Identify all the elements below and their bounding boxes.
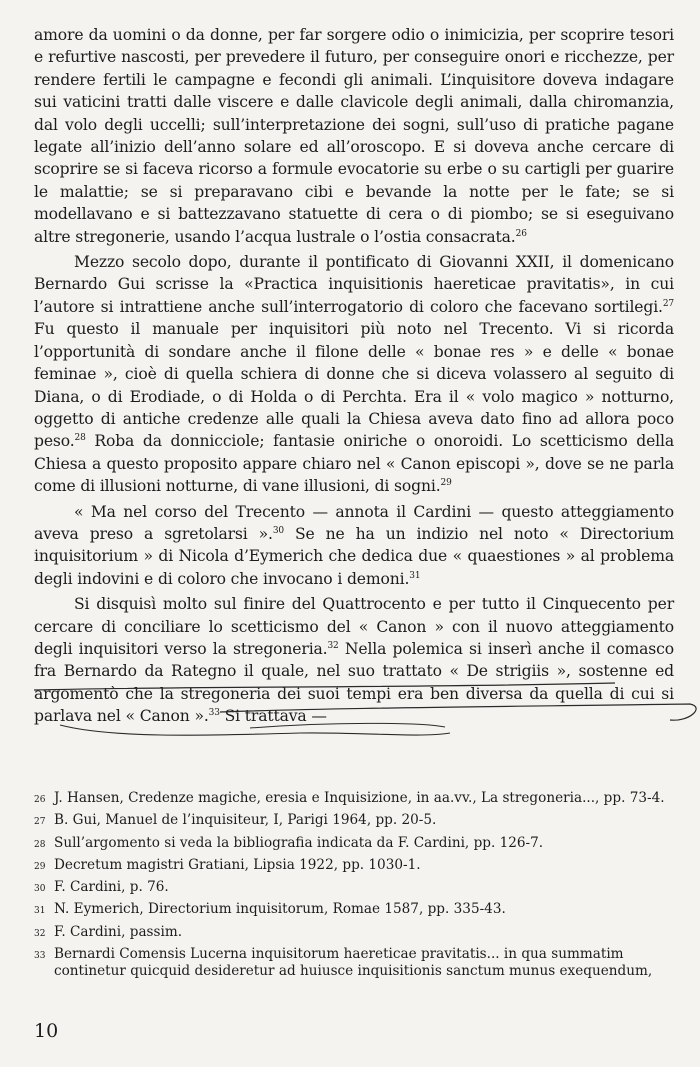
footnote-30: 30 F. Cardini, p. 76.	[34, 879, 169, 896]
footnote-28: 28 Sull’argomento si veda la bibliografia indicata da F. Cardini, pp. 126-7.	[34, 834, 544, 851]
footnote-27: 27 B. Gui, Manuel de l’inquisiteur, I, Parigi 1964, pp. 20-5.	[34, 812, 437, 829]
footnote-ref: 29	[440, 477, 452, 488]
paragraph-2: Mezzo secolo dopo, durante il pontificato di Giovanni XXII, il domenicano Bernardo Gui scrisse la «Practica inquisitionis haereticae pravitatis», in cui l’autore si intrattiene anche sull’interrogatorio di coloro che facevano sortilegi.$^{27}$ Fu questo il manuale per inquisitori più noto nel Trecento. Vi si ricorda l’opportunità di sondare anche il filone delle « bonae res » e delle « bonae feminae », cioè di quella schiera di donne che si diceva volassero al seguito di Diana, o di Erodiade, o di Holda o di Perchta. Era il « volo magico » notturno, oggetto di antiche credenze alle quali la Chiesa aveva dato fino ad allora poco peso.$^{28}$ Roba da donnicciole; fantasie oniriche o onoroidi. Lo scetticismo della Chiesa a questo proposito appare chiaro nel « Canon episcopi », dove se ne parla come di illusioni notturne, di vane illusioni, di sogni.$^{29}$	[34, 253, 674, 496]
footnote-33: 33 Bernardi Comensis Lucerna inquisitorum haereticae pravitatis... in qua summatim continetur quicquid desideretur ad huiusce inquisitionis sanctum munus exequendum,	[34, 946, 653, 980]
footnote-ref: 28	[74, 433, 86, 444]
footnote-ref: 31	[409, 570, 421, 581]
paragraph-1: amore da uomini o da donne, per far sorgere odio o inimicizia, per scoprire tesori e refurtive nascosti, per prevedere il futuro, per conseguire onori e ricchezze, per rendere fertili le campagne e fecondi gli animali. L’inquisitore doveva indagare sui vaticini tratti dalle viscere e dalle clavicole degli animali, dalla chiromanzia, dal volo degli uccelli; sull’interpretazione dei sogni, sull’uso di pratiche pagane legate all’inizio dell’anno solare ed all’oroscopo. E si doveva anche cercare di scoprire se si faceva ricorso a formule evocatorie su erbe o su cartigli per guarire le malattie; se si preparavano cibi e bevande la notte per le fate; se si modellavano e si battezzavano statuette di cera o di piombo; se si eseguivano altre stregonerie, usando l’acqua lustrale o l’ostia consacrata.$^{26}$	[34, 26, 674, 246]
footnotes	[34, 790, 674, 984]
footnote-ref: 33	[208, 708, 220, 718]
body-text	[34, 24, 674, 728]
page-number: 10	[34, 1020, 59, 1042]
footnote-ref: 26	[515, 228, 527, 239]
footnote-29: 29 Decretum magistri Gratiani, Lipsia 1922, pp. 1030-1.	[34, 856, 421, 873]
paragraph-4: Si disquisì molto sul finire del Quattrocento e per tutto il Cinquecento per cercare di conciliare lo scetticismo del « Canon » con il nuovo atteggiamento degli inquisitori verso la stregoneria.$^{32}$ Nella polemica si inserì anche il comasco fra Bernardo da Rategno il quale, nel suo trattato « De strigiis », sostenne ed argomentò che la stregoneria dei suoi tempi era ben diversa da quella di cui si parlava nel « Canon ».$^{33}$ Si trattava —	[34, 595, 674, 726]
footnote-32: 32 F. Cardini, passim.	[34, 923, 183, 940]
footnote-ref: 32	[327, 640, 339, 651]
paragraph-3: « Ma nel corso del Trecento — annota il Cardini — questo atteggiamento aveva preso a sgretolarsi ».$^{30}$ Se ne ha un indizio nel noto « Directorium inquisitorium » di Nicola d’Eymerich che dedica due « quaestiones » al problema degli indovini e di coloro che invocano i demoni.$^{31}$	[34, 502, 675, 588]
footnote-ref: 30	[272, 525, 284, 536]
footnote-31: 31 N. Eymerich, Directorium inquisitorum, Romae 1587, pp. 335-43.	[34, 901, 506, 918]
footnote-26: 26 J. Hansen, Credenze magiche, eresia e Inquisizione, in aa.vv., La stregoneria..., pp. 73-4.	[34, 790, 665, 806]
footnote-ref: 27	[662, 298, 674, 309]
